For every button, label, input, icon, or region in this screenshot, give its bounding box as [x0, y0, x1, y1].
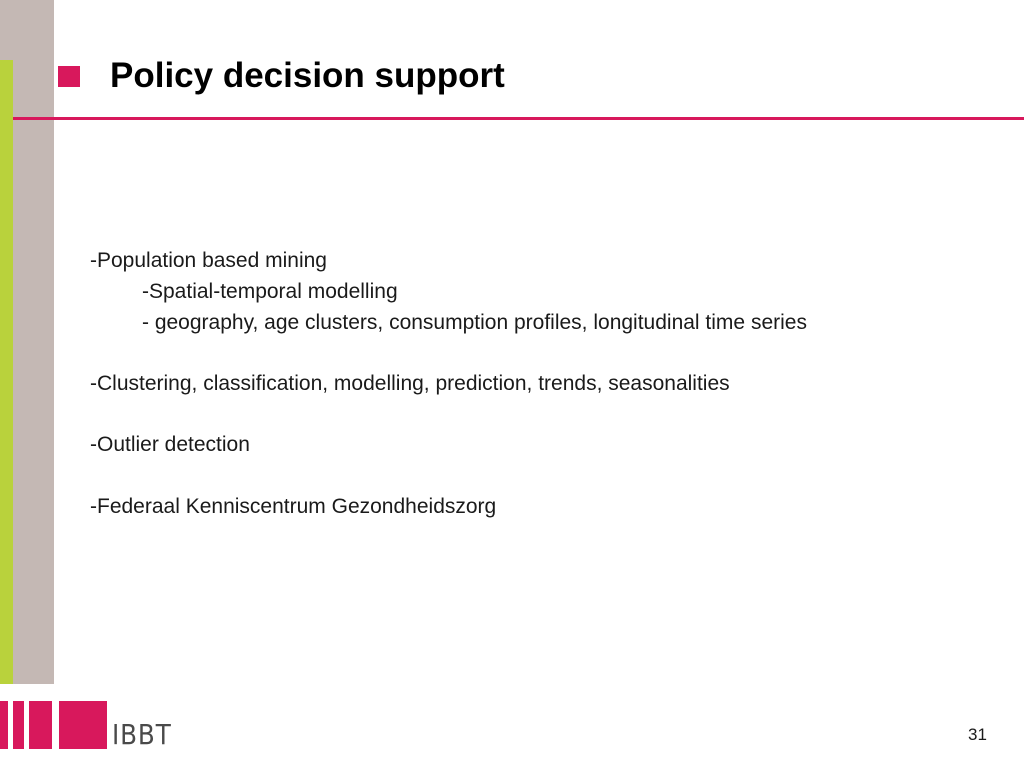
logo-bar-1 [0, 701, 8, 749]
body-item-population-mining: -Population based mining [90, 249, 327, 272]
logo-bar-2 [13, 701, 24, 749]
title-bullet-square [58, 66, 80, 87]
body-subitem-geography: - geography, age clusters, consumption profiles, longitudinal time series [142, 311, 807, 334]
body-item-federaal-kenniscentrum: -Federaal Kenniscentrum Gezondheidszorg [90, 495, 497, 518]
left-accent-stripe [0, 60, 13, 684]
slide-title: Policy decision support [110, 56, 505, 95]
logo-text: IBBT [112, 718, 172, 751]
body-item-outlier-detection: -Outlier detection [90, 433, 250, 456]
page-number: 31 [968, 725, 987, 744]
body-item-clustering: -Clustering, classification, modelling, prediction, trends, seasonalities [90, 372, 730, 395]
body-subitem-spatial-temporal: -Spatial-temporal modelling [142, 280, 398, 303]
title-divider [13, 117, 1024, 120]
logo-bar-3 [29, 701, 52, 749]
logo-bar-4 [59, 701, 107, 749]
